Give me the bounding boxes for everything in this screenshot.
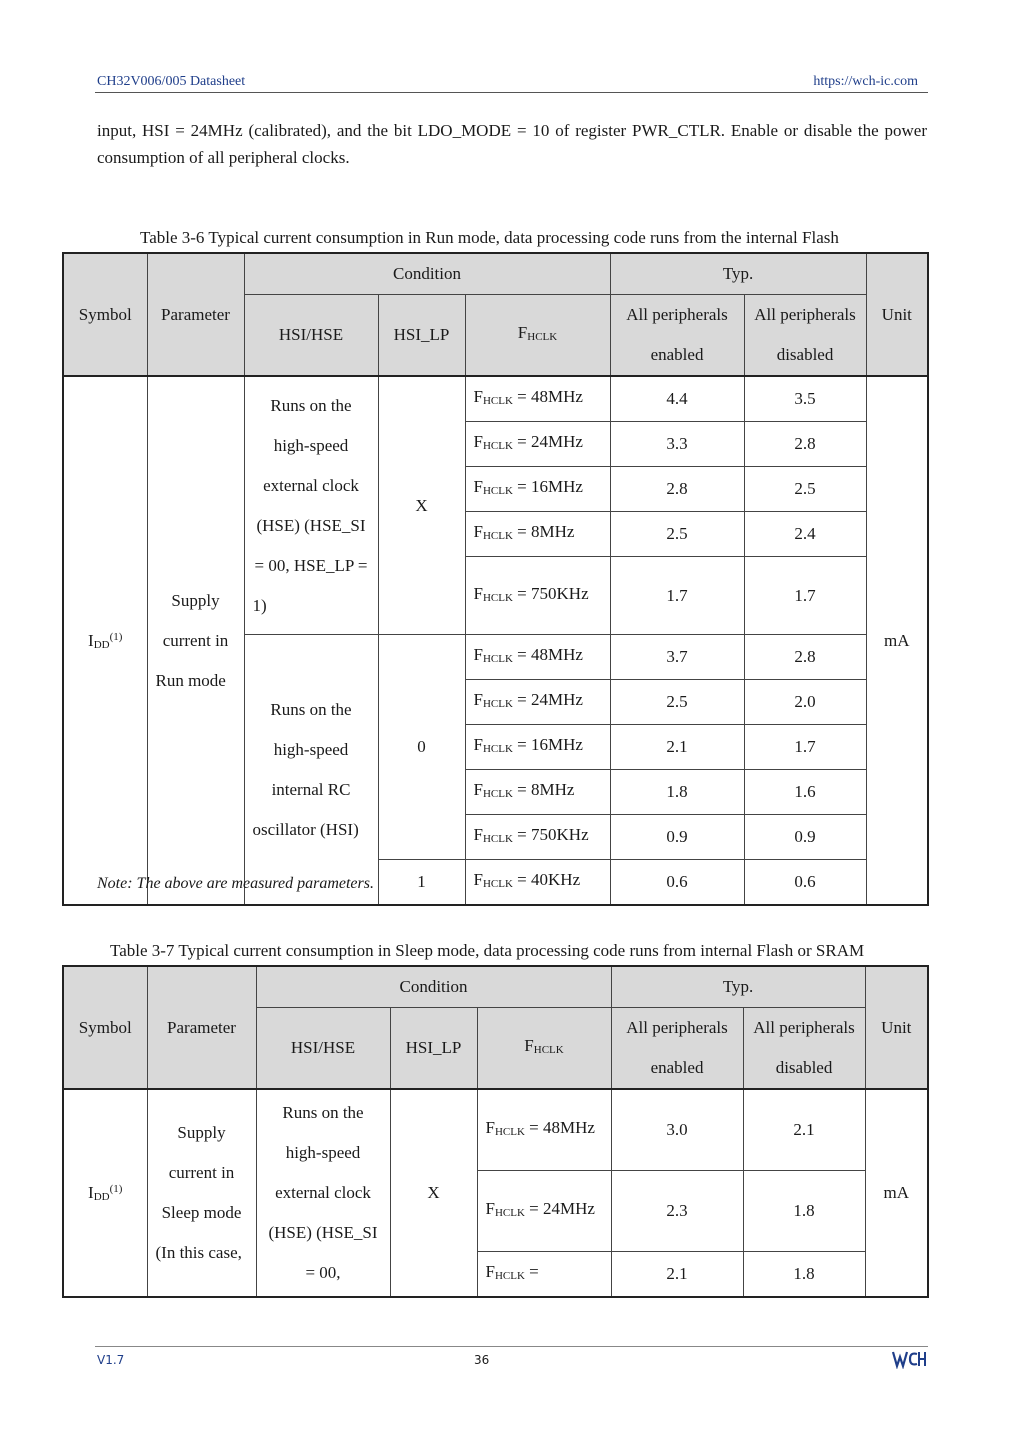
hsi-group-cell: Runs on the high-speed internal RC oscillator (HSI) [244,635,378,906]
disabled-value: 0.6 [744,860,866,906]
th-symbol: Symbol [63,966,147,1089]
th-unit: Unit [865,966,928,1089]
disabled-value: 2.0 [744,680,866,725]
header-divider [95,92,928,93]
enabled-value: 3.7 [610,635,744,680]
th-hsi-lp: HSI_LP [390,1008,477,1090]
enabled-value: 1.7 [610,557,744,635]
enabled-value: 3.3 [610,422,744,467]
disabled-value: 1.8 [743,1252,865,1298]
enabled-value: 2.3 [611,1171,743,1252]
unit-cell: mA [866,376,928,905]
disabled-value: 2.8 [744,635,866,680]
th-all-disabled: All peripherals disabled [744,295,866,377]
fhclk-cell: $F_{HCLK} = 24MHz$ [465,680,610,725]
table1-caption: Table 3-6 Typical current consumption in Run mode, data processing code runs from the internal Flash [140,228,839,247]
disabled-value: 0.9 [744,815,866,860]
disabled-value: 1.7 [744,557,866,635]
fhclk-cell: $F_{HCLK} = 48MHz$ [465,635,610,680]
th-all-enabled: All peripherals enabled [611,1008,743,1090]
enabled-value: 0.6 [610,860,744,906]
th-typ: Typ. [611,966,865,1008]
hsi-lp-hsi: 0 [378,635,465,860]
disabled-value: 2.5 [744,467,866,512]
enabled-value: 4.4 [610,376,744,422]
th-hsi-hse: HSI/HSE [244,295,378,377]
header-title: CH32V006/005 Datasheet [97,74,246,89]
fhclk-cell: $F_{HCLK} = 8MHz$ [465,512,610,557]
th-hsi-lp: HSI_LP [378,295,465,377]
intro-paragraph: input, HSI = 24MHz (calibrated), and the bit LDO_MODE = 10 of register PWR_CTLR. Enable or disable the power consumption of all peripheral clocks. [97,121,927,167]
hse-group-cell: Runs on the high-speed external clock (HSE) (HSE_SI = 00, [256,1089,390,1297]
footer-page-number: 36 [474,1353,490,1367]
fhclk-cell: $F_{HCLK} = 24MHz$ [465,422,610,467]
th-hsi-hse: HSI/HSE [256,1008,390,1090]
symbol-cell: $I_{DD}^{(1)}$ [63,1089,147,1297]
enabled-value: 2.5 [610,680,744,725]
th-parameter: Parameter [147,966,256,1089]
fhclk-cell: $F_{HCLK} = 40KHz$ [465,860,610,906]
fhclk-cell: $F_{HCLK} = 24MHz$ [477,1171,611,1252]
enabled-value: 0.9 [610,815,744,860]
th-parameter: Parameter [147,253,244,376]
table2-caption: Table 3-7 Typical current consumption in Sleep mode, data processing code runs from internal Flash or SRAM [110,941,865,960]
footer-version: V1.7 [97,1353,125,1367]
disabled-value: 1.6 [744,770,866,815]
th-fhclk: $F_{HCLK}$ [465,295,610,377]
sleep-mode-table [62,965,929,1298]
hse-group-cell: Runs on the high-speed external clock (HSE) (HSE_SI = 00, HSE_LP = 1) [244,376,378,635]
fhclk-cell: $F_{HCLK} = 16MHz$ [465,725,610,770]
disabled-value: 3.5 [744,376,866,422]
enabled-value: 2.1 [610,725,744,770]
parameter-cell: Supply current in Run mode [147,376,244,905]
footer-divider [95,1346,928,1347]
enabled-value: 1.8 [610,770,744,815]
fhclk-cell: $F_{HCLK} = 48MHz$ [465,376,610,422]
th-fhclk: $F_{HCLK}$ [477,1008,611,1090]
table1-note: Note: The above are measured parameters. [97,875,374,892]
hsi-lp-hse: X [378,376,465,635]
th-condition: Condition [256,966,611,1008]
disabled-value: 2.1 [743,1089,865,1171]
hsi-lp-last: 1 [378,860,465,906]
enabled-value: 2.1 [611,1252,743,1298]
th-all-disabled: All peripherals disabled [743,1008,865,1090]
th-symbol: Symbol [63,253,147,376]
disabled-value: 1.7 [744,725,866,770]
th-condition: Condition [244,253,610,295]
th-unit: Unit [866,253,928,376]
th-all-enabled: All peripherals enabled [610,295,744,377]
th-typ: Typ. [610,253,866,295]
header-url[interactable]: https://wch-ic.com [813,74,918,89]
disabled-value: 2.8 [744,422,866,467]
fhclk-cell: $F_{HCLK} = 16MHz$ [465,467,610,512]
fhclk-cell: $F_{HCLK}$ = [477,1252,611,1298]
enabled-value: 2.5 [610,512,744,557]
disabled-value: 1.8 [743,1171,865,1252]
run-mode-table [62,252,929,906]
fhclk-cell: $F_{HCLK} = 750KHz$ [465,557,610,635]
fhclk-cell: $F_{HCLK} = 48MHz$ [477,1089,611,1171]
parameter-cell: Supply current in Sleep mode (In this case, [147,1089,256,1297]
fhclk-cell: $F_{HCLK} = 8MHz$ [465,770,610,815]
enabled-value: 3.0 [611,1089,743,1171]
wch-logo-icon [891,1349,927,1369]
fhclk-cell: $F_{HCLK} = 750KHz$ [465,815,610,860]
symbol-cell: $I_{DD}^{(1)}$ [63,376,147,905]
disabled-value: 2.4 [744,512,866,557]
unit-cell: mA [865,1089,928,1297]
hsi-lp-cell: X [390,1089,477,1297]
enabled-value: 2.8 [610,467,744,512]
